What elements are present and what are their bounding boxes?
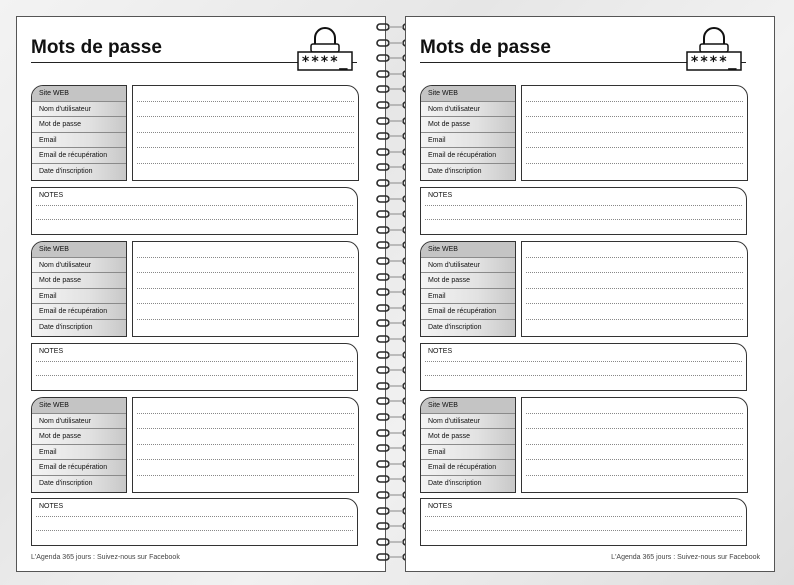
- label-username: Nom d'utilisateur: [32, 414, 126, 430]
- value-line-signup-date[interactable]: [526, 476, 743, 492]
- value-line-password[interactable]: [526, 117, 743, 133]
- label-password: Mot de passe: [421, 273, 515, 289]
- notes-line: [425, 219, 742, 220]
- label-recovery-email: Email de récupération: [32, 148, 126, 164]
- value-line-password[interactable]: [526, 429, 743, 445]
- notes-box[interactable]: [31, 343, 358, 391]
- value-line-signup-date[interactable]: [137, 476, 354, 492]
- value-line-site[interactable]: [137, 398, 354, 414]
- page-title: Mots de passe: [31, 37, 162, 58]
- value-line-email[interactable]: [137, 289, 354, 305]
- right-page: [405, 16, 775, 572]
- value-line-email[interactable]: [137, 445, 354, 461]
- notes-box[interactable]: [420, 498, 747, 546]
- label-recovery-email: Email de récupération: [32, 460, 126, 476]
- label-signup-date: Date d'inscription: [428, 479, 482, 487]
- value-line-recovery-email[interactable]: [526, 148, 743, 164]
- left-page: [16, 16, 386, 572]
- value-line-username[interactable]: [526, 258, 743, 274]
- label-recovery-email: Email de récupération: [421, 460, 515, 476]
- label-username: Nom d'utilisateur: [421, 102, 515, 118]
- password-entry: [31, 241, 358, 337]
- value-line-site[interactable]: [526, 86, 743, 102]
- label-password: Mot de passe: [32, 117, 126, 133]
- notes-label: NOTES: [39, 348, 64, 355]
- field-labels: [420, 241, 516, 337]
- password-mask-text: ****_: [301, 54, 349, 70]
- label-recovery-email: Email de récupération: [421, 304, 515, 320]
- password-entry: [420, 85, 747, 181]
- value-line-recovery-email[interactable]: [526, 304, 743, 320]
- value-line-recovery-email[interactable]: [526, 460, 743, 476]
- value-line-signup-date[interactable]: [137, 320, 354, 336]
- notes-label: NOTES: [39, 503, 64, 510]
- value-line-recovery-email[interactable]: [137, 460, 354, 476]
- page-title: Mots de passe: [420, 37, 551, 58]
- value-line-email[interactable]: [137, 133, 354, 149]
- label-signup-date: Date d'inscription: [39, 479, 93, 487]
- value-line-username[interactable]: [137, 102, 354, 118]
- label-username: Nom d'utilisateur: [32, 102, 126, 118]
- value-line-username[interactable]: [526, 414, 743, 430]
- notes-label: NOTES: [428, 192, 453, 199]
- label-site: Site WEB: [32, 242, 126, 258]
- value-line-email[interactable]: [526, 133, 743, 149]
- label-signup-date: Date d'inscription: [428, 323, 482, 331]
- notes-box[interactable]: [31, 498, 358, 546]
- lock-icon: [686, 27, 742, 73]
- notes-line: [36, 530, 353, 531]
- field-values: [521, 397, 748, 493]
- label-recovery-email: Email de récupération: [32, 304, 126, 320]
- notes-line: [425, 516, 742, 517]
- notes-line: [425, 361, 742, 362]
- notes-line: [36, 375, 353, 376]
- field-labels: [31, 241, 127, 337]
- value-line-password[interactable]: [137, 429, 354, 445]
- password-entry: [420, 241, 747, 337]
- value-line-recovery-email[interactable]: [137, 148, 354, 164]
- field-values: [132, 241, 359, 337]
- value-line-username[interactable]: [526, 102, 743, 118]
- notes-label: NOTES: [428, 503, 453, 510]
- notes-box[interactable]: [31, 187, 358, 235]
- field-labels: [420, 397, 516, 493]
- value-line-username[interactable]: [137, 258, 354, 274]
- label-email: Email: [32, 133, 126, 149]
- label-signup-date: Date d'inscription: [39, 167, 93, 175]
- label-email: Email: [421, 289, 515, 305]
- label-site: Site WEB: [32, 86, 126, 102]
- page-footer: L'Agenda 365 jours : Suivez-nous sur Facebook: [31, 554, 180, 561]
- value-line-recovery-email[interactable]: [137, 304, 354, 320]
- field-values: [521, 241, 748, 337]
- label-signup-date: Date d'inscription: [39, 323, 93, 331]
- label-username: Nom d'utilisateur: [421, 258, 515, 274]
- value-line-site[interactable]: [526, 398, 743, 414]
- password-mask-text: ****_: [690, 54, 738, 70]
- label-email: Email: [421, 445, 515, 461]
- password-entry: [420, 397, 747, 493]
- notes-line: [425, 530, 742, 531]
- label-username: Nom d'utilisateur: [421, 414, 515, 430]
- notes-line: [425, 205, 742, 206]
- value-line-username[interactable]: [137, 414, 354, 430]
- label-username: Nom d'utilisateur: [32, 258, 126, 274]
- label-password: Mot de passe: [421, 429, 515, 445]
- label-email: Email: [32, 289, 126, 305]
- notes-label: NOTES: [428, 348, 453, 355]
- label-site: Site WEB: [421, 86, 515, 102]
- page-footer: L'Agenda 365 jours : Suivez-nous sur Facebook: [611, 554, 760, 561]
- password-entry: [31, 397, 358, 493]
- label-email: Email: [421, 133, 515, 149]
- field-labels: [420, 85, 516, 181]
- label-password: Mot de passe: [32, 429, 126, 445]
- field-labels: [31, 85, 127, 181]
- lock-icon: [297, 27, 353, 73]
- label-email: Email: [32, 445, 126, 461]
- value-line-signup-date[interactable]: [526, 320, 743, 336]
- notes-box[interactable]: [420, 187, 747, 235]
- notes-line: [36, 219, 353, 220]
- label-site: Site WEB: [421, 242, 515, 258]
- label-recovery-email: Email de récupération: [421, 148, 515, 164]
- notes-line: [36, 205, 353, 206]
- value-line-signup-date[interactable]: [526, 164, 743, 180]
- field-values: [521, 85, 748, 181]
- value-line-password[interactable]: [137, 117, 354, 133]
- label-signup-date: Date d'inscription: [428, 167, 482, 175]
- value-line-site[interactable]: [137, 242, 354, 258]
- label-password: Mot de passe: [32, 273, 126, 289]
- notes-box[interactable]: [420, 343, 747, 391]
- field-labels: [31, 397, 127, 493]
- label-site: Site WEB: [421, 398, 515, 414]
- label-site: Site WEB: [32, 398, 126, 414]
- value-line-email[interactable]: [526, 445, 743, 461]
- password-entry: [31, 85, 358, 181]
- value-line-password[interactable]: [526, 273, 743, 289]
- value-line-site[interactable]: [137, 86, 354, 102]
- value-line-site[interactable]: [526, 242, 743, 258]
- value-line-email[interactable]: [526, 289, 743, 305]
- label-password: Mot de passe: [421, 117, 515, 133]
- notes-line: [36, 516, 353, 517]
- notes-label: NOTES: [39, 192, 64, 199]
- value-line-signup-date[interactable]: [137, 164, 354, 180]
- value-line-password[interactable]: [137, 273, 354, 289]
- field-values: [132, 397, 359, 493]
- notes-line: [36, 361, 353, 362]
- notes-line: [425, 375, 742, 376]
- field-values: [132, 85, 359, 181]
